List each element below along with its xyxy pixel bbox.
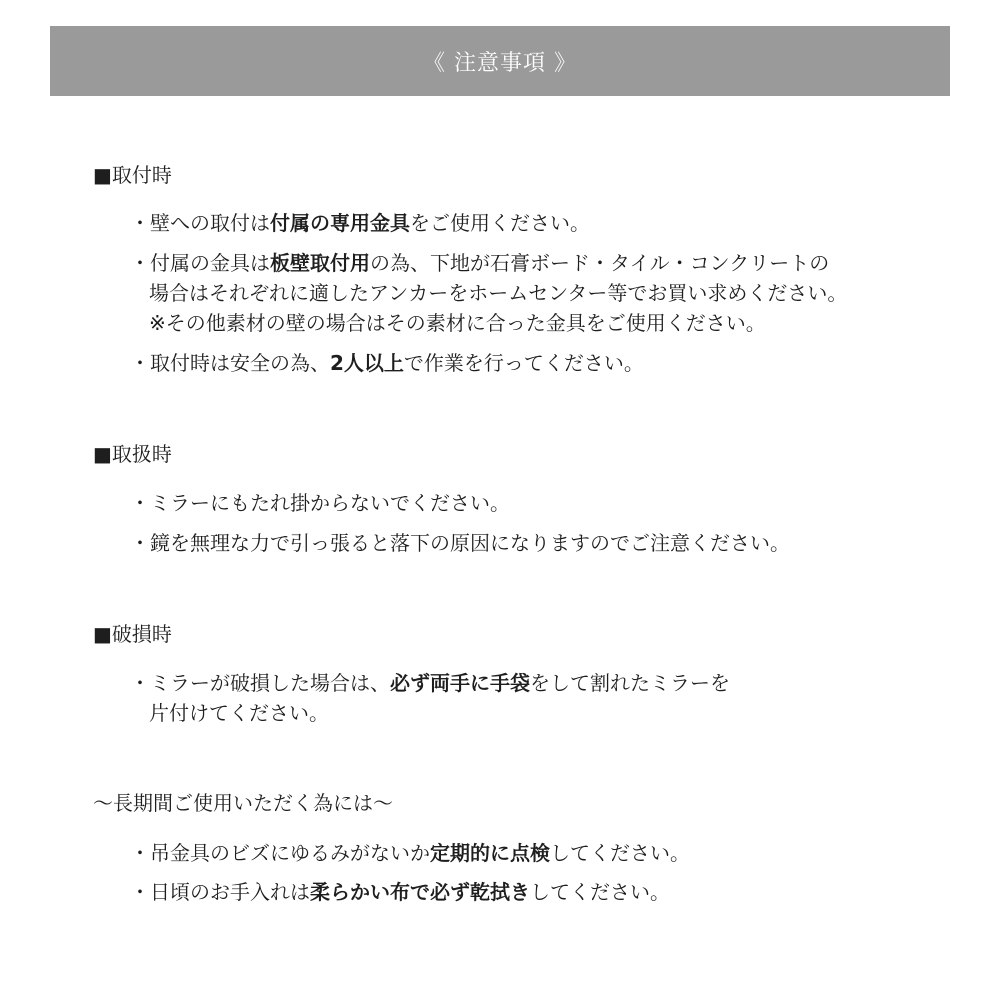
section-heading-care: 〜長期間ご使用いただく為には〜 [93,791,393,815]
item-line: ・鏡を無理な力で引っ張ると落下の原因になりますのでご注意ください。 [130,531,790,555]
emphasis: 板壁取付用 [270,251,370,275]
list-item [130,248,847,338]
page-title: 《 注意事項 》 [423,50,577,76]
item-line: ・壁への取付は付属の専用金具をご使用ください。 [130,211,590,235]
section-heading-handling: ■取扱時 [93,442,172,466]
list-item [130,838,690,868]
emphasis: 定期的に点検 [430,841,550,865]
item-line: ・付属の金具は板壁取付用の為、下地が石膏ボード・タイル・コンクリートの [130,251,830,275]
list-item [130,528,790,558]
item-line: ・取付時は安全の為、2人以上で作業を行ってください。 [130,351,644,375]
emphasis: 2人以上 [330,351,404,375]
item-line: 片付けてください。 [149,701,329,725]
list-item [130,348,644,378]
section-heading-damage: ■破損時 [93,622,172,646]
item-line: ※その他素材の壁の場合はその素材に合った金具をご使用ください。 [149,311,766,335]
emphasis: 必ず両手に手袋 [390,671,530,695]
item-line: ・日頃のお手入れは柔らかい布で必ず乾拭きしてください。 [130,880,670,904]
item-line: ・吊金具のビズにゆるみがないか定期的に点検してください。 [130,841,690,865]
notice-banner [50,26,950,96]
section-heading-installation: ■取付時 [93,163,172,187]
list-item [130,488,510,518]
item-line: 場合はそれぞれに適したアンカーをホームセンター等でお買い求めください。 [149,281,848,305]
list-item [130,877,670,907]
emphasis: 柔らかい布で必ず乾拭き [310,880,530,904]
item-line: ・ミラーが破損した場合は、必ず両手に手袋をして割れたミラーを [130,671,730,695]
list-item [130,668,730,728]
list-item [130,208,590,238]
emphasis: 付属の専用金具 [270,211,410,235]
item-line: ・ミラーにもたれ掛からないでください。 [130,491,510,515]
